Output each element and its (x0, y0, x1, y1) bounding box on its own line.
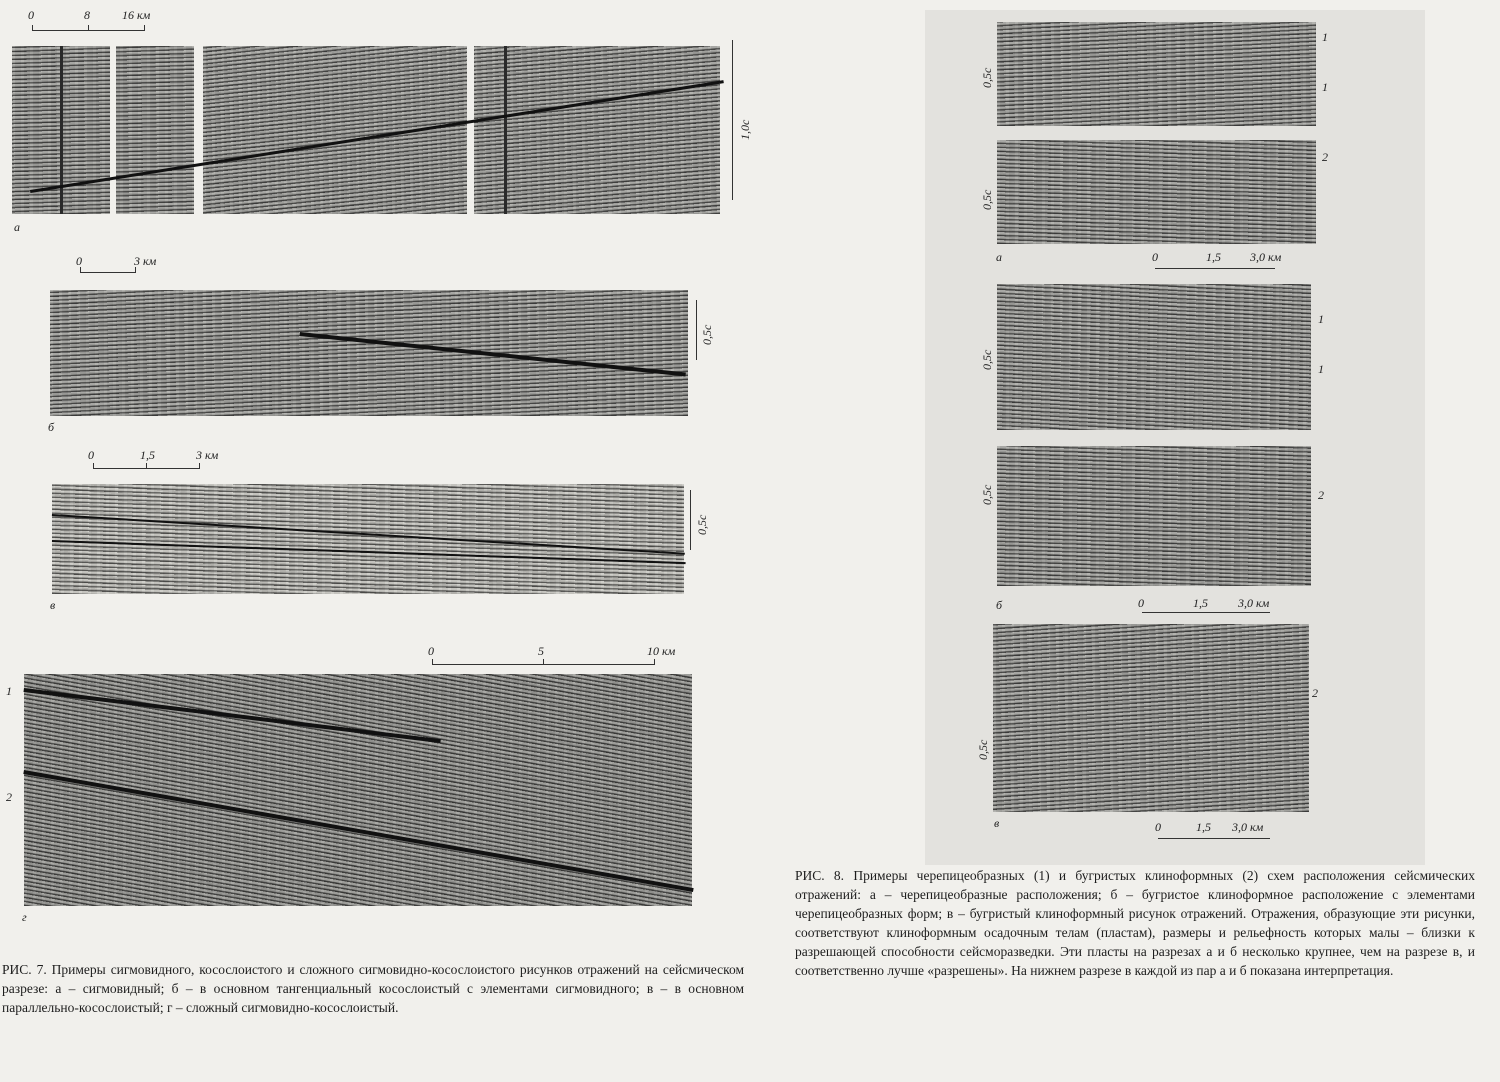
fig8a-section-top (997, 22, 1316, 126)
fig8v-time-label: 0,5с (976, 739, 990, 760)
fig8a-mark-1: 1 (1322, 30, 1328, 44)
fig7-caption: РИС. 7. Примеры сигмовидного, косослоистого и сложного сигмовидно-косослоистого рисунков отражений на сейсмическом разрезе: а – сигмовидный; б – в основном тангенциальный косослоистый с элементами сигмовидного; в – в основном параллельно-косослоистый; г – сложный сигмовидно-косослоистый. (2, 962, 744, 1015)
fig8a-mark-2: 1 (1322, 80, 1328, 94)
fig8b-scale-zero: 0 (1138, 596, 1144, 610)
fig7a-scale-zero: 0 (28, 8, 34, 22)
fig7a-scale-mid: 8 (84, 8, 90, 22)
fig8b-scale-mid: 1,5 (1193, 596, 1208, 610)
fig8b-mark-2: 1 (1318, 362, 1324, 376)
fig8a-mark-3: 2 (1322, 150, 1328, 164)
fig7v-time-label: 0,5с (695, 514, 709, 535)
fig8v-scale-mid: 1,5 (1196, 820, 1211, 834)
fig7a-time-label: 1,0с (738, 119, 752, 140)
fig8a-letter: а (996, 250, 1002, 264)
fig7v-letter: в (50, 598, 56, 612)
fig8v-letter: в (994, 816, 1000, 830)
fig8b-mark-3: 2 (1318, 488, 1324, 502)
fig8v-scale-zero: 0 (1155, 820, 1161, 834)
fig7b-time-label: 0,5с (700, 324, 714, 345)
fig7b-scale-zero: 0 (76, 254, 82, 268)
fig8-caption: РИС. 8. Примеры черепицеобразных (1) и бугристых клиноформных (2) схем расположения сейсмических отражений: а – черепицеобразные расположения; б – бугристое клиноформное расположение с элементами черепицеобразных форм; в – бугристый клиноформный рисунок отражений. Отражения, образующие эти рисунки, соответствуют клиноформным осадочным телам (пластам), размеры и рельефность которых малы – близки к разрешающей способности сейсморазведки. Эти пласты на разрезах а и б несколько крупнее, чем на разрезе в, и соответственно лучше «разрешены». На нижнем разрезе в каждой из пар а и б показана интерпретация. (795, 868, 1475, 978)
fig7v-scale-zero: 0 (88, 448, 94, 462)
fig7g-mark-2: 2 (6, 790, 12, 804)
fig7b-scale-end: 3 км (134, 254, 157, 268)
fig8a-scale-mid: 1,5 (1206, 250, 1221, 264)
fig7a-seismic-strip-3 (474, 46, 720, 214)
fig7g-mark-1: 1 (6, 684, 12, 698)
fig7v-scale-end: 3 км (196, 448, 219, 462)
fig8b-letter: б (996, 598, 1003, 612)
fig7v-scale-mid: 1,5 (140, 448, 155, 462)
fig7v-seismic-section (52, 484, 684, 594)
fig8b-time-label-2: 0,5с (980, 484, 994, 505)
fig8v-section (993, 624, 1309, 812)
fig8a-section-bottom (997, 140, 1316, 244)
fig7a-letter: а (14, 220, 20, 234)
fig8v-scale-end: 3,0 км (1232, 820, 1264, 834)
fig8b-mark-1: 1 (1318, 312, 1324, 326)
fig8a-scale-zero: 0 (1152, 250, 1158, 264)
fig8b-time-label-1: 0,5с (980, 349, 994, 370)
fig7g-scale-zero: 0 (428, 644, 434, 658)
fig7b-letter: б (48, 420, 55, 434)
fig8b-section-bottom (997, 446, 1311, 586)
fig8b-section-top (997, 284, 1311, 430)
fig8a-time-label-2: 0,5с (980, 189, 994, 210)
fig8a-time-label-1: 0,5с (980, 67, 994, 88)
fig7a-scale-end: 16 км (122, 8, 151, 22)
fig7b-seismic-section (50, 290, 688, 416)
fig7g-scale-end: 10 км (647, 644, 676, 658)
fig8v-mark: 2 (1312, 686, 1318, 700)
fig7g-letter: г (22, 910, 27, 924)
fig7g-scale-mid: 5 (538, 644, 544, 658)
fig8a-scale-end: 3,0 км (1250, 250, 1282, 264)
fig8b-scale-end: 3,0 км (1238, 596, 1270, 610)
